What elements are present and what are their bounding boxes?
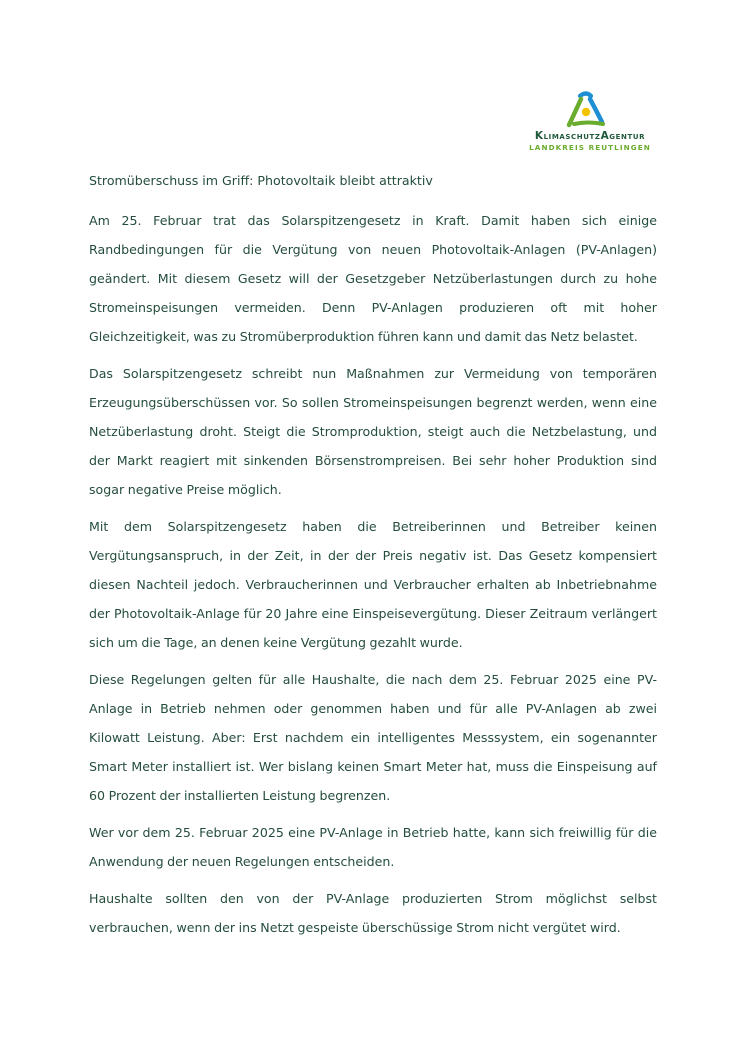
article-paragraph: Wer vor dem 25. Februar 2025 eine PV-Anlage in Betrieb hatte, kann sich freiwillig für die Anwendung der neuen Regelungen entscheiden. [89, 825, 657, 869]
logo-title: KlimaschutzAgentur [534, 130, 646, 142]
logo-emblem-icon [566, 90, 606, 128]
article-headline: Stromüberschuss im Griff: Photovoltaik bleibt attraktiv [89, 173, 433, 188]
article [89, 172, 657, 950]
article-paragraph: Mit dem Solarspitzengesetz haben die Betreiberinnen und Betreiber keinen Vergütungsanspruch, in der Zeit, in der der Preis negativ ist. Das Gesetz kompensiert diesen Nachteil jedoch. Verbraucherinnen und Verbraucher erhalten ab Inbetriebnahme der Photovoltaik-Anlage für 20 Jahre eine Einspeisevergütung. Dieser Zeitraum verlängert sich um die Tage, an denen keine Vergütung gezahlt wurde. [89, 519, 657, 650]
article-paragraph: Das Solarspitzengesetz schreibt nun Maßnahmen zur Vermeidung von temporären Erzeugungsüberschüssen vor. So sollen Stromeinspeisungen begrenzt werden, wenn eine Netzüberlastung droht. Steigt die Stromproduktion, steigt auch die Netzbelastung, und der Markt reagiert mit sinkenden Börsenstrompreisen. Bei sehr hoher Produktion sind sogar negative Preise möglich. [89, 366, 657, 497]
klimaschutzagentur-logo [520, 90, 660, 154]
article-paragraph: Am 25. Februar trat das Solarspitzengesetz in Kraft. Damit haben sich einige Randbedingungen für die Vergütung von neuen Photovoltaik-Anlagen (PV-Anlagen) geändert. Mit diesem Gesetz will der Gesetzgeber Netzüberlastungen durch zu hohe Stromeinspeisungen vermeiden. Denn PV-Anlagen produzieren oft mit hoher Gleichzeitigkeit, was zu Stromüberproduktion führen kann und damit das Netz belastet. [89, 213, 657, 344]
article-paragraph: Diese Regelungen gelten für alle Haushalte, die nach dem 25. Februar 2025 eine PV-Anlage in Betrieb nehmen oder genommen haben und für alle PV-Anlagen ab zwei Kilowatt Leistung. Aber: Erst nachdem ein intelligentes Messsystem, ein sogenannter Smart Meter installiert ist. Wer bislang keinen Smart Meter hat, muss die Einspeisung auf 60 Prozent der installierten Leistung begrenzen. [89, 672, 657, 803]
logo-subtitle: LANDKREIS REUTLINGEN [529, 143, 651, 152]
article-paragraph: Haushalte sollten den von der PV-Anlage produzierten Strom möglichst selbst verbrauchen, wenn der ins Netzt gespeiste überschüssige Strom nicht vergütet wird. [89, 891, 657, 935]
